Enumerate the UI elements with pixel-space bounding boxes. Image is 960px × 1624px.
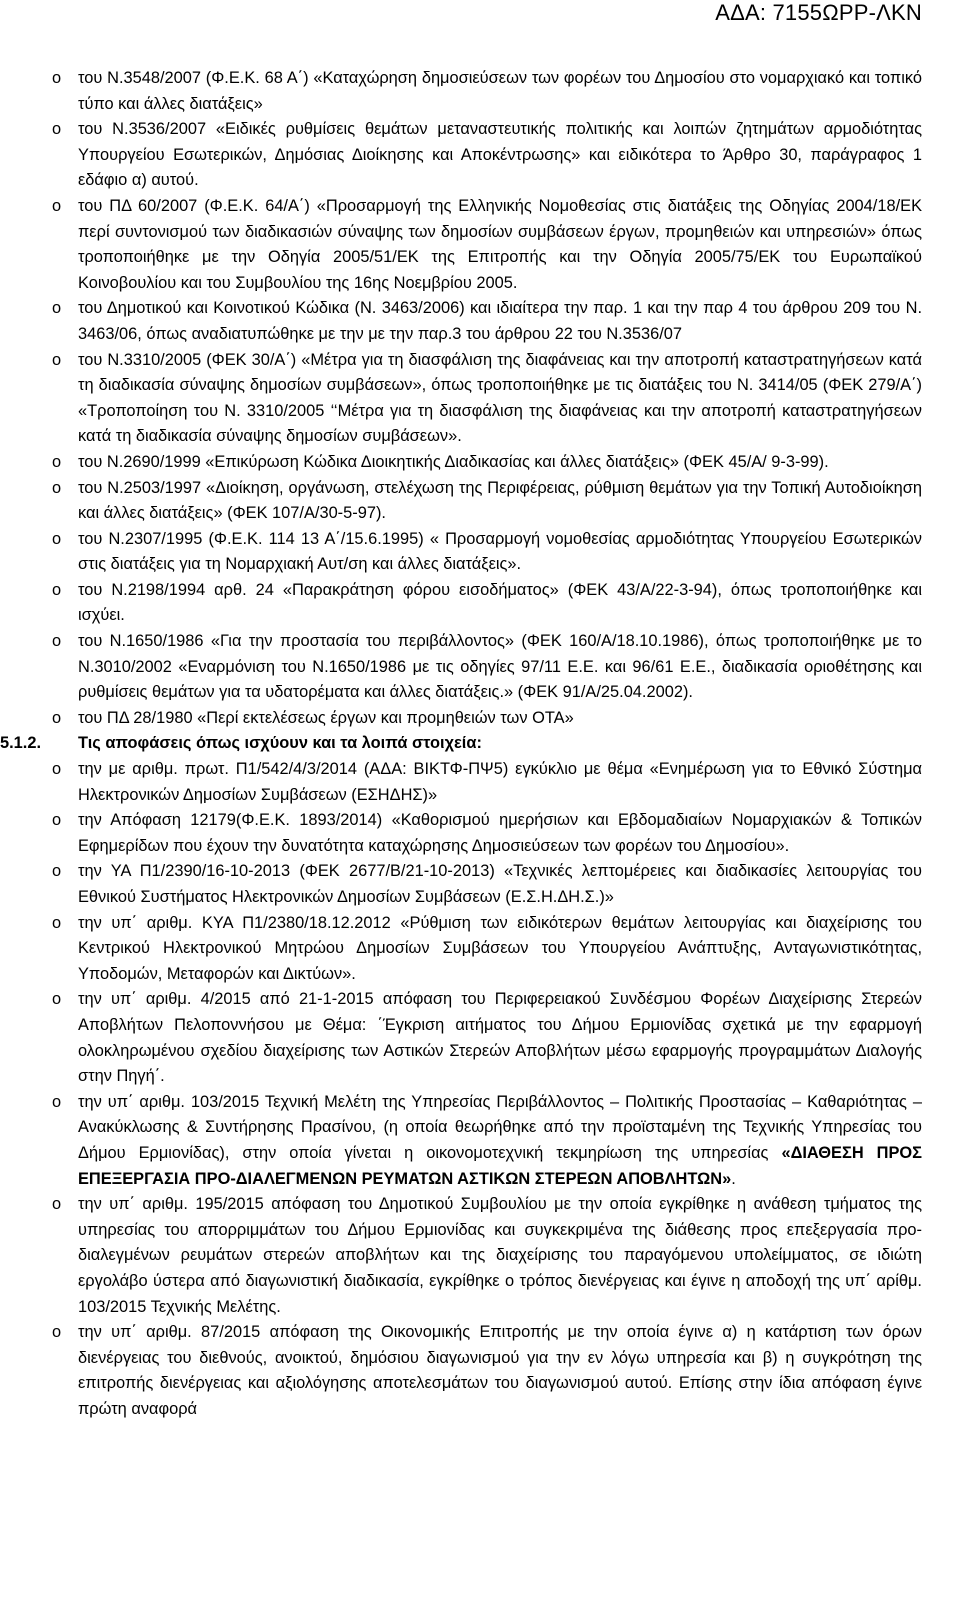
list-item-text: του Ν.3310/2005 (ΦΕΚ 30/Α΄) «Μέτρα για τη διασφάλιση της διαφάνειας και την αποτροπή καταστρατηγήσεων κατά τη διαδικασία σύναψης δημοσίων συμβάσεων», όπως τροποποιήθηκε με τις διατάξεις του Ν. 3414/05 (ΦΕΚ 279/Α΄) «Τροποποίηση του Ν. 3310/2005 ‘‘Μέτρα για τη διασφάλιση της διαφάνειας και την αποτροπή καταστρατηγήσεων κατά τη διαδικασία σύναψης δημοσίων συμβάσεων».: [78, 350, 922, 446]
list-item: [52, 859, 922, 910]
list-item: [52, 911, 922, 988]
list-item-text: του ΠΔ 28/1980 «Περί εκτελέσεως έργων και προμηθειών των ΟΤΑ»: [78, 708, 574, 727]
list-item-text: την υπ΄ αριθμ. 195/2015 απόφαση του Δημοτικού Συμβουλίου με την οποία εγκρίθηκε η ανάθεση τμήματος της υπηρεσίας του απορριμμάτων του Δήμου Ερμιονίδας και συγκεκριμένα της διάθεσης προς επεξεργασία προ-διαλεγμένων ρευμάτων στερεών αποβλήτων και της διαχείρισης του παραγόμενου υπολείμματος, σε ιδιώτη εργολάβο ύστερα από διαγωνιστική διαδικασία, εγκρίθηκε ο τρόπος διενέργειας και έγινε η αποδοχή της υπ΄ αρίθμ. 103/2015 Τεχνικής Μελέτης.: [78, 1195, 922, 1316]
legislation-list: [52, 66, 922, 731]
list-item-text: την Απόφαση 12179(Φ.Ε.Κ. 1893/2014) «Καθορισμού ημερήσιων και Εβδομαδιαίων Νομαρχιακών & Τοπικών Εφημερίδων που έχουν την δυνατότητα καταχώρησης Δημοσιεύσεων των φορέων του Δημοσίου».: [78, 811, 922, 855]
bullet-icon: o: [52, 196, 62, 215]
list-item-text: την υπ΄ αριθμ. 4/2015 από 21-1-2015 απόφαση του Περιφερειακού Συνδέσμου Φορέων Διαχείρισης Στερεών Αποβλήτων Πελοποννήσου με Θέμα: ΄Έγκριση αιτήματος του Δήμου Ερμιονίδας σχετικά με την εφαρμογή ολοκληρωμένου σχεδίου διαχείρισης των Αστικών Στερεών Αποβλήτων μέσω εφαρμογής προγραμμάτων Διαλογής στην Πηγή΄.: [78, 990, 922, 1086]
bullet-icon: o: [52, 990, 62, 1009]
bullet-icon: o: [52, 708, 62, 727]
list-item: [52, 578, 922, 629]
list-item-text: του Ν.2198/1994 αρθ. 24 «Παρακράτηση φόρου εισοδήματος» (ΦΕΚ 43/Α/22-3-94), όπως τροποποιήθηκε και ισχύει.: [78, 580, 922, 625]
list-item-text: του Ν.2503/1997 «Διοίκηση, οργάνωση, στελέχωση της Περιφέρειας, ρύθμιση θεμάτων για την Τοπική Αυτοδιοίκηση και άλλες διατάξεις» (ΦΕΚ 107/Α/30-5-97).: [78, 478, 922, 523]
bullet-icon: o: [52, 478, 62, 497]
list-item: [52, 706, 922, 732]
list-item-text: την υπ΄ αριθμ. 103/2015 Τεχνική Μελέτη της Υπηρεσίας Περιβάλλοντος – Πολιτικής Προστασίας – Καθαριότητας – Ανακύκλωσης & Συντήρησης Πρασίνου, (η οποία θεωρήθηκε από την προϊσταμένη της Τεχνικής Υπηρεσίας του Δήμου Ερμιονίδας), στην οποία γίνεται η οικονομοτεχνική τεκμηρίωση της υπηρεσίας: [78, 1092, 922, 1162]
section-title: Τις αποφάσεις όπως ισχύουν και τα λοιπά στοιχεία:: [78, 734, 482, 753]
list-item: [52, 1090, 922, 1192]
list-item: [52, 1320, 922, 1422]
list-item-text: του ΠΔ 60/2007 (Φ.Ε.Κ. 64/Α΄) «Προσαρμογή της Ελληνικής Νομοθεσίας στις διατάξεις της Οδηγίας 2004/18/ΕΚ περί συντονισμού των διαδικασιών σύναψης των δημοσίων συμβάσεων έργων, προμηθειών και υπηρεσιών» όπως τροποποιήθηκε με την Οδηγία 2005/51/ΕΚ της Επιτροπής και την Οδηγία 2005/75/ΕΚ του Ευρωπαϊκού Κοινοβουλίου και του Συμβουλίου της 16ης Νοεμβρίου 2005.: [78, 196, 922, 292]
list-item: [52, 117, 922, 194]
list-item-text: του Ν.2307/1995 (Φ.Ε.Κ. 114 13 Α΄/15.6.1995) « Προσαρμογή νομοθεσίας αρμοδιότητας Υπουργείου Εσωτερικών στις διατάξεις για τη Νομαρχιακή Αυτ/ση και άλλες διατάξεις».: [78, 529, 922, 574]
document-body: [0, 66, 923, 1422]
list-item: [52, 629, 922, 706]
bullet-icon: o: [52, 811, 62, 830]
bullet-icon: o: [52, 350, 62, 369]
bullet-icon: o: [52, 120, 62, 139]
section-heading: [0, 731, 922, 757]
list-item: [52, 66, 922, 117]
bullet-icon: o: [52, 452, 62, 471]
bullet-icon: o: [52, 913, 62, 932]
list-item: [52, 476, 922, 527]
service-title-bold: «ΔΙΑΘΕΣΗ ΠΡΟΣ ΕΠΕΞΕΡΓΑΣΙΑ ΠΡΟ-ΔΙΑΛΕΓΜΕΝΩΝ ΡΕΥΜΑΤΩΝ ΑΣΤΙΚΩΝ ΣΤΕΡΕΩΝ ΑΠΟΒΛΗΤΩΝ»: [78, 1143, 923, 1188]
list-item: [52, 527, 922, 578]
list-item-text: του Ν.2690/1999 «Επικύρωση Κώδικα Διοικητικής Διαδικασίας και άλλες διατάξεις» (ΦΕΚ 45/Α/ 9-3-99).: [78, 452, 829, 471]
bullet-icon: o: [52, 862, 62, 881]
list-item-text: του Ν.3548/2007 (Φ.Ε.Κ. 68 Α΄) «Καταχώρηση δημοσιεύσεων των φορέων του Δημοσίου στο νομαρχιακό και τοπικό τύπο και άλλες διατάξεις»: [78, 69, 922, 113]
bullet-icon: o: [52, 1323, 62, 1342]
list-item: [52, 194, 922, 296]
bullet-icon: o: [52, 69, 62, 87]
list-item-text: του Ν.3536/2007 «Ειδικές ρυθμίσεις θεμάτων μεταναστευτικής πολιτικής και λοιπών ζητημάτων αρμοδιότητας Υπουργείου Εσωτερικών, Δημόσιας Διοίκησης και Αποκέντρωσης» και ειδικότερα το Άρθρο 30, παράγραφος 1 εδάφιο α) αυτού.: [78, 120, 922, 190]
list-item-text: την με αριθμ. πρωτ. Π1/542/4/3/2014 (ΑΔΑ: ΒΙΚΤΦ-ΠΨ5) εγκύκλιο με θέμα «Ενημέρωση για το Εθνικό Σύστημα Ηλεκτρονικών Δημοσίων Συμβάσεων (ΕΣΗΔΗΣ)»: [78, 760, 922, 804]
list-item-text-end: .: [731, 1169, 736, 1188]
list-item-text: του Δημοτικού και Κοινοτικού Κώδικα (Ν. 3463/2006) και ιδιαίτερα την παρ. 1 και την παρ 4 του άρθρου 209 του Ν. 3463/06, όπως αναδιατυπώθηκε με την με την παρ.3 του άρθρου 22 του Ν.3536/07: [78, 299, 922, 343]
bullet-icon: o: [52, 529, 62, 548]
list-item: [52, 808, 922, 859]
bullet-icon: o: [52, 760, 62, 779]
list-item: [52, 987, 922, 1089]
list-item: [52, 757, 922, 808]
bullet-icon: o: [52, 632, 62, 651]
bullet-icon: o: [52, 1092, 62, 1111]
list-item: [52, 296, 922, 347]
section-number: 5.1.2.: [0, 734, 42, 753]
bullet-icon: o: [52, 580, 62, 599]
bullet-icon: o: [52, 299, 62, 318]
ada-header: ΑΔΑ: 7155ΩΡΡ-ΛΚΝ: [715, 0, 922, 25]
list-item-text: την υπ΄ αριθμ. ΚΥΑ Π1/2380/18.12.2012 «Ρύθμιση των ειδικότερων θεμάτων λειτουργίας και διαχείρισης του Κεντρικού Ηλεκτρονικού Μητρώου Δημοσίων Συμβάσεων του Υπουργείου Ανάπτυξης, Ανταγωνιστικότητας, Υποδομών, Μεταφορών και Δικτύων».: [78, 913, 922, 983]
list-item-text: την ΥΑ Π1/2390/16-10-2013 (ΦΕΚ 2677/Β/21-10-2013) «Τεχνικές λεπτομέρειες και διαδικασίες λειτουργίας του Εθνικού Συστήματος Ηλεκτρονικών Δημοσίων Συμβάσεων (Ε.Σ.Η.ΔΗ.Σ.)»: [78, 862, 922, 906]
list-item-text: του Ν.1650/1986 «Για την προστασία του περιβάλλοντος» (ΦΕΚ 160/Α/18.10.1986), όπως τροποποιήθηκε με το Ν.3010/2002 «Εναρμόνιση του Ν.1650/1986 με τις οδηγίες 97/11 Ε.Ε. και 96/61 Ε.Ε., διαδικασία οριοθέτησης και ρυθμίσεις θεμάτων για τα υδατορέματα και άλλες διατάξεις.» (ΦΕΚ 91/Α/25.04.2002).: [78, 632, 922, 702]
bullet-icon: o: [52, 1195, 62, 1214]
list-item: [52, 1192, 922, 1320]
list-item-text: την υπ΄ αριθμ. 87/2015 απόφαση της Οικονομικής Επιτροπής με την οποία έγινε α) η κατάρτιση των όρων διενέργειας του διεθνούς, ανοικτού, δημόσιου διαγωνισμού για την εν λόγω υπηρεσία και β) η συγκρότηση της επιτροπής διενέργειας και αξιολόγησης αποτελεσμάτων του διαγωνισμού αυτού. Επίσης στην ίδια απόφαση έγινε πρώτη αναφορά: [78, 1323, 922, 1418]
list-item: [52, 450, 922, 476]
list-item: [52, 348, 922, 450]
decisions-list: [52, 757, 922, 1422]
